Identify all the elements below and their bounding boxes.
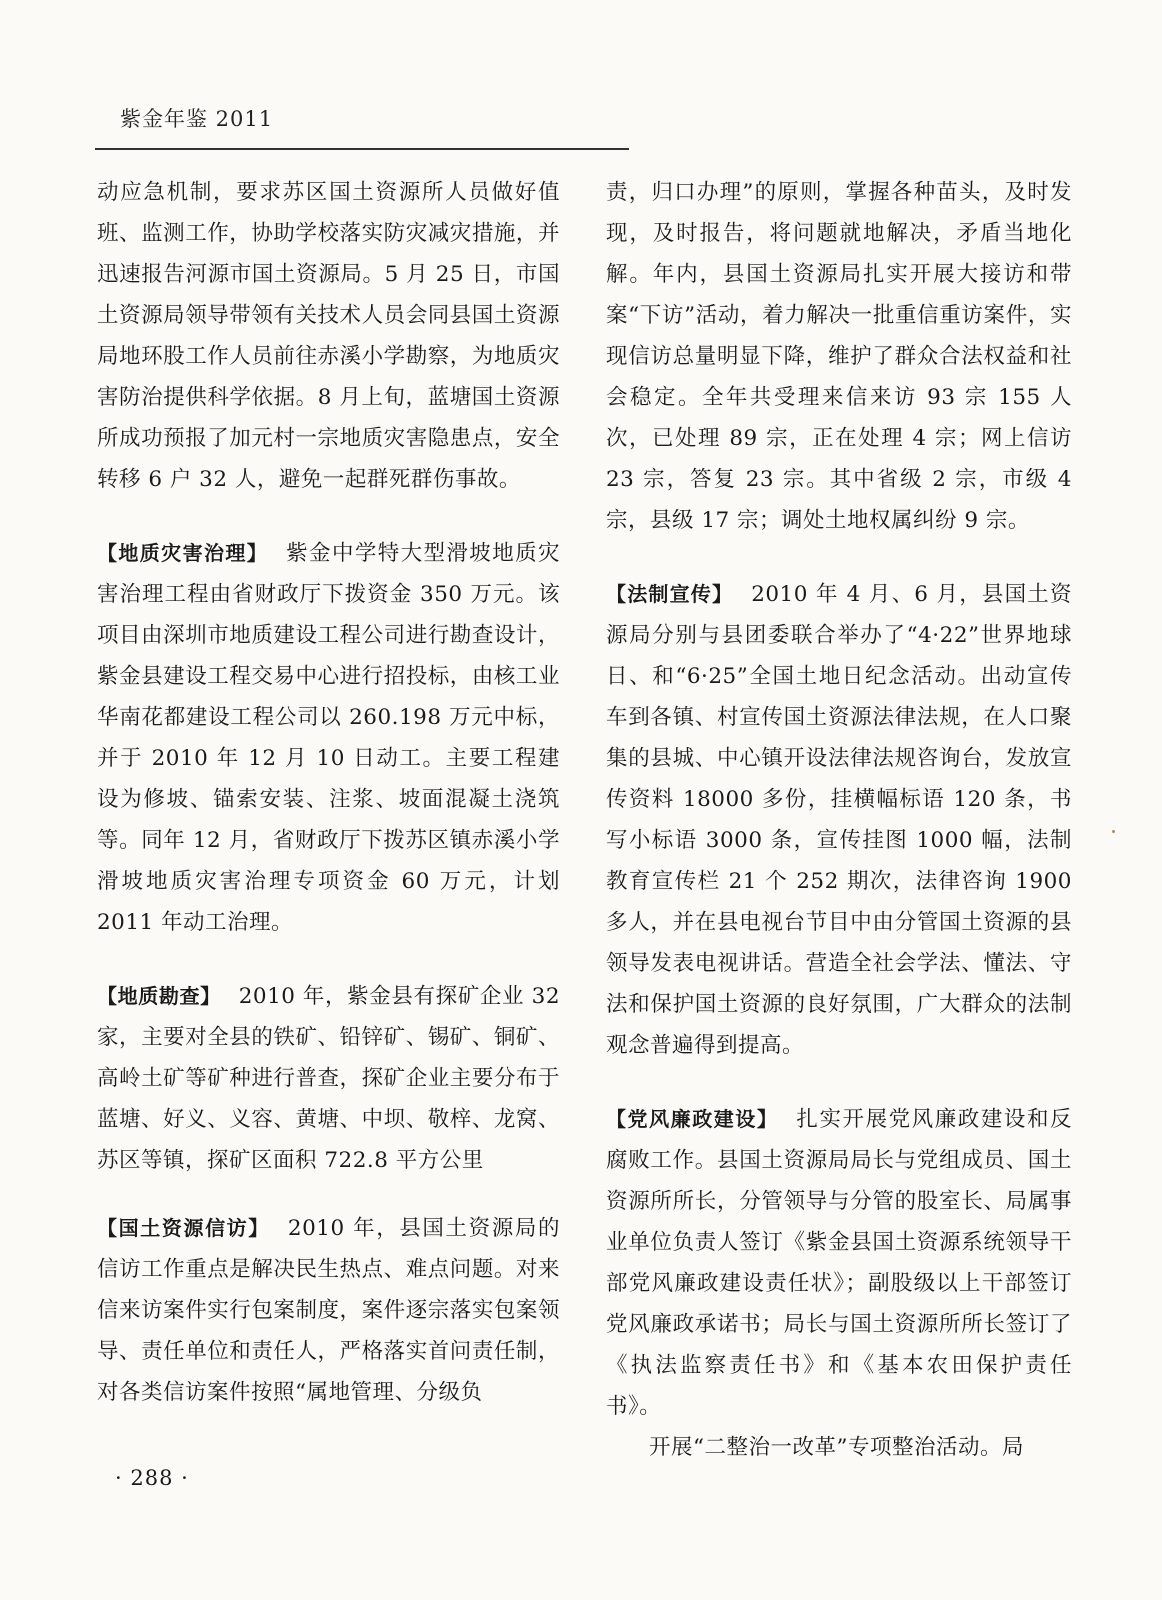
paper-speck [1112,830,1115,833]
paragraph-text: 紫金中学特大型滑坡地质灾害治理工程由省财政厅下拨资金 350 万元。该项目由深圳市地质建设工程公司进行勘查设计，紫金县建设工程交易中心进行招投标，由核工业华南花都建设工程公司以 260.198 万元中标，并于 2010 年 12 月 10 日动工。主要工程建设为修坡、锚索安装、注浆、坡面混凝土浇筑等。同年 12 月，省财政厅下拨苏区镇赤溪小学滑坡地质灾害治理专项资金 60 万元，计划 2011 年动工治理。 [97,541,560,935]
paragraph-text: 动应急机制，要求苏区国土资源所人员做好值班、监测工作，协助学校落实防灾减灾措施，并迅速报告河源市国土资源局。5 月 25 日，市国土资源局领导带领有关技术人员会同县国土资源局地环股工作人员前往赤溪小学勘察，为地质灾害防治提供科学依据。8 月上旬，蓝塘国土资源所成功预报了加元村一宗地质灾害隐患点，安全转移 6 户 32 人，避免一起群死群伤事故。 [97,180,560,492]
paragraph-text: 2010 年，紫金县有探矿企业 32 家，主要对全县的铁矿、铅锌矿、锡矿、铜矿、高岭土矿等矿种进行普查，探矿企业主要分布于蓝塘、好义、义容、黄塘、中坝、敬梓、龙窝、苏区等镇，探矿区面积 722.8 平方公里 [97,984,560,1173]
paragraph-text: 扎实开展党风廉政建设和反腐败工作。县国土资源局局长与党组成员、国土资源所所长，分管领导与分管的股室长、局属事业单位负责人签订《紫金县国土资源系统领导干部党风廉政建设责任状》；副股级以上干部签订党风廉政承诺书；局长与国土资源所所长签订了《执法监察责任书》和《基本农田保护责任书》。 [606,1107,1072,1419]
right-column [606,172,1072,1468]
paragraph-text: 责，归口办理”的原则，掌握各种苗头，及时发现，及时报告，将问题就地解决，矛盾当地化解。年内，县国土资源局扎实开展大接访和带案“下访”活动，着力解决一批重信重访案件，实现信访总量明显下降，维护了群众合法权益和社会稳定。全年共受理来信来访 93 宗 155 人次，已处理 89 宗，正在处理 4 宗；网上信访 23 宗，答复 23 宗。其中省级 2 宗，市级 4 宗，县级 17 宗；调处土地权属纠纷 9 宗。 [606,180,1072,533]
paragraph [97,172,560,500]
paragraph-text: 2010 年 4 月、6 月，县国土资源局分别与县团委联合举办了“4·22”世界地球日、和“6·25”全国土地日纪念活动。出动宣传车到各镇、村宣传国土资源法律法规，在人口聚集的县城、中心镇开设法律法规咨询台，发放宣传资料 18000 多份，挂横幅标语 120 条，书写小标语 3000 条，宣传挂图 1000 幅，法制教育宣传栏 21 个 252 期次，法律咨询 1900 多人，并在县电视台节目中由分管国土资源的县领导发表电视讲话。营造全社会学法、懂法、守法和保护国土资源的良好氛围，广大群众的法制观念普遍得到提高。 [606,582,1073,1058]
paragraph [606,1099,1072,1427]
paragraph [97,976,560,1181]
paragraph [606,172,1072,541]
paragraph [606,574,1072,1066]
page-number: · 288 · [115,1466,189,1490]
header-rule [95,148,629,150]
paragraph-text: 开展“二整治一改革”专项整治活动。局 [649,1435,1024,1460]
section-heading: 【党风廉政建设】 [606,1107,779,1131]
paragraph-text: 2010 年，县国土资源局的信访工作重点是解决民生热点、难点问题。对来信来访案件实行包案制度，案件逐宗落实包案领导、责任单位和责任人，严格落实首问责任制，对各类信访案件按照“属地管理、分级负 [97,1216,560,1405]
paragraph [606,1427,1072,1468]
section-heading: 【法制宣传】 [606,582,734,606]
section-heading: 【国土资源信访】 [97,1216,270,1240]
paragraph [97,533,560,943]
section-heading: 【地质灾害治理】 [97,541,269,565]
running-head: 紫金年鉴 2011 [120,107,274,131]
section-heading: 【地质勘查】 [97,984,221,1008]
left-column [97,172,560,1413]
paragraph [97,1208,560,1413]
